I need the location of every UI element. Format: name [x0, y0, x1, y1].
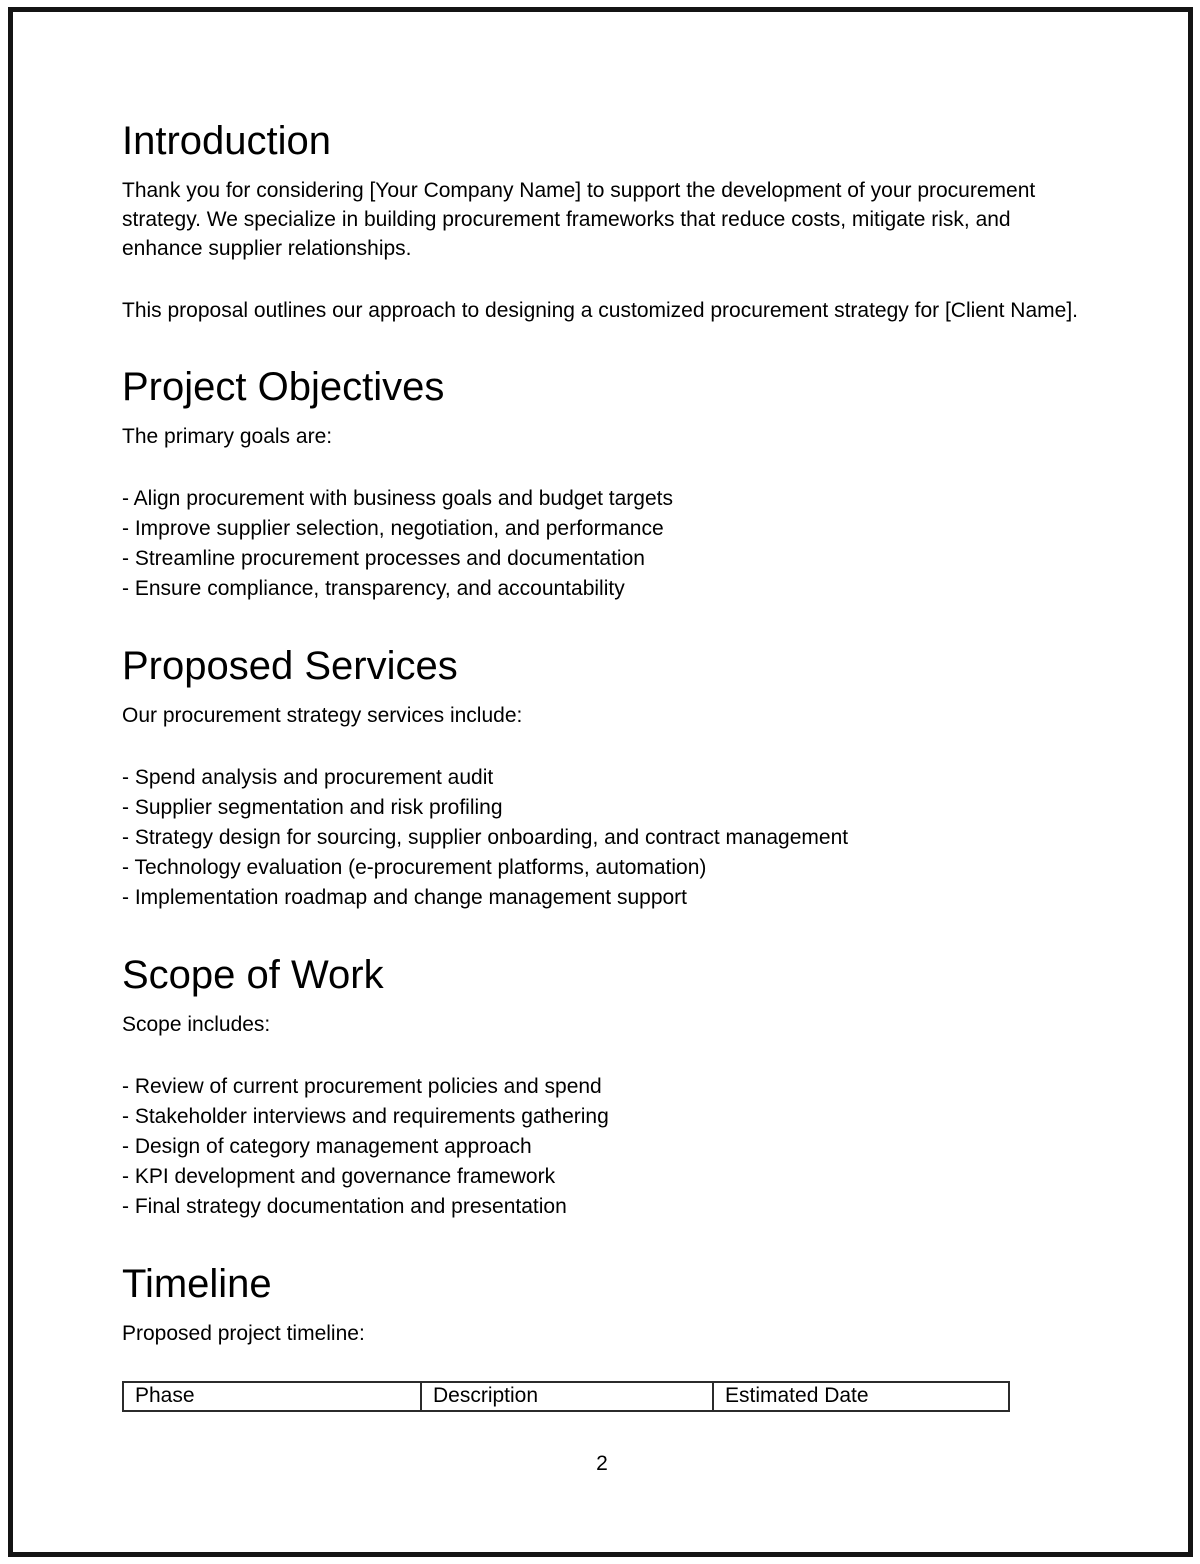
list-item: - Implementation roadmap and change management support	[122, 886, 688, 909]
list-item: - Spend analysis and procurement audit	[122, 766, 494, 789]
list-item: - Ensure compliance, transparency, and accountability	[122, 577, 625, 600]
list-item: - Streamline procurement processes and documentation	[122, 547, 645, 570]
introduction-heading: Introduction	[122, 119, 332, 163]
project-objectives-intro: The primary goals are:	[122, 425, 333, 448]
scope-of-work-list	[122, 1072, 1082, 1222]
timeline-table-header-description: Description	[421, 1382, 713, 1411]
timeline-heading: Timeline	[122, 1262, 272, 1306]
list-item: - Supplier segmentation and risk profiling	[122, 796, 503, 819]
section-project-objectives	[122, 364, 1082, 604]
section-introduction	[122, 118, 1082, 325]
list-item: - Stakeholder interviews and requirements gathering	[122, 1105, 609, 1128]
section-timeline	[122, 1261, 1082, 1412]
introduction-paragraph-2: This proposal outlines our approach to designing a customized procurement strategy for [Client Name].	[122, 299, 1078, 322]
page-number: 2	[596, 1452, 608, 1475]
list-item: - Final strategy documentation and presentation	[122, 1195, 567, 1218]
timeline-table	[122, 1381, 1010, 1412]
proposed-services-list	[122, 763, 1082, 913]
document-page	[122, 79, 1082, 1478]
introduction-paragraph-1: Thank you for considering [Your Company Name] to support the development of your procurement strategy. We specialize in building procurement frameworks that reduce costs, mitigate risk, and enhance supplier relationships.	[122, 179, 1036, 260]
scope-of-work-intro: Scope includes:	[122, 1013, 271, 1036]
scope-of-work-heading: Scope of Work	[122, 953, 384, 997]
section-scope-of-work	[122, 952, 1082, 1222]
proposed-services-heading: Proposed Services	[122, 644, 458, 688]
list-item: - Improve supplier selection, negotiation, and performance	[122, 517, 664, 540]
project-objectives-list	[122, 484, 1082, 604]
list-item: - Strategy design for sourcing, supplier onboarding, and contract management	[122, 826, 849, 849]
list-item: - Design of category management approach	[122, 1135, 532, 1158]
list-item: - KPI development and governance framework	[122, 1165, 556, 1188]
list-item: - Align procurement with business goals and budget targets	[122, 487, 673, 510]
timeline-table-header-estimated-date: Estimated Date	[713, 1382, 1009, 1411]
proposed-services-intro: Our procurement strategy services include:	[122, 704, 523, 727]
timeline-table-header-row	[123, 1382, 1009, 1411]
list-item: - Technology evaluation (e-procurement platforms, automation)	[122, 856, 707, 879]
project-objectives-heading: Project Objectives	[122, 365, 445, 409]
section-proposed-services	[122, 643, 1082, 913]
timeline-table-header-phase: Phase	[123, 1382, 421, 1411]
list-item: - Review of current procurement policies and spend	[122, 1075, 602, 1098]
timeline-intro: Proposed project timeline:	[122, 1322, 365, 1345]
